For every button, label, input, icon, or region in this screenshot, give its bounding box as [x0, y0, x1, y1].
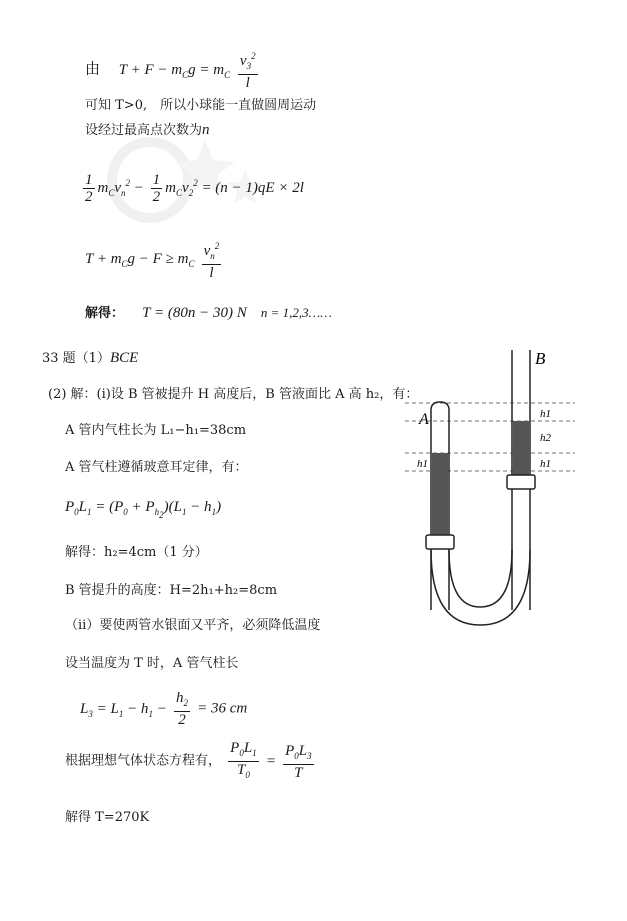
prefix-you: 由	[85, 59, 101, 78]
energy-equation: $\frac{1}{2}$ $m_Cv_n^2$ − $\frac{1}{2}$ $m_Cv_2^2 = (n - 1)qE \times 2l$	[85, 172, 304, 205]
solution-h2: 解得：h₂=4cm（1 分）	[65, 545, 208, 560]
b-raise-height: B 管提升的高度：H=2h₁+h₂=8cm	[65, 583, 278, 598]
clamp-b	[507, 475, 535, 489]
label-h1-bottom: h1	[540, 458, 551, 470]
u-tube-diagram	[395, 340, 595, 630]
boyle-law-text: A 管气柱遵循玻意耳定律，有：	[65, 460, 248, 475]
label-a: A	[419, 411, 429, 428]
line-pass-count: 设经过最高点次数为n	[85, 122, 210, 138]
temperature-intro: 设当温度为 T 时，A 管气柱长	[65, 656, 239, 671]
label-h1-left: h1	[417, 458, 428, 470]
label-h2: h2	[540, 432, 551, 444]
part-ii-intro: （ⅱ）要使两管水银面又平齐，必须降低温度	[65, 618, 321, 633]
line-tension-positive: 可知 T>0, 所以小球能一直做圆周运动	[85, 98, 317, 113]
mercury-b	[513, 421, 529, 475]
q33-heading: 33 题（1）BCE	[42, 350, 139, 366]
u-bend	[431, 550, 530, 625]
mercury-a	[432, 453, 448, 535]
label-h1-top: h1	[540, 408, 551, 420]
boyle-equation: $P_0L_1 = (P_0 + P_{h_2})(L_1 - h_1)$	[65, 499, 222, 520]
inequality-equation: $T + m_Cg - F \ge m_C$ $\frac{v_n^2}{l}$	[85, 238, 224, 281]
label-b: B	[535, 349, 546, 368]
gas-law-line: 根据理想气体状态方程有， $\frac{P_0L_1}{T_0}$ = $\frac{P_0L_3}{T}$	[65, 740, 312, 781]
final-answer: 解得 T=270K	[65, 810, 150, 825]
clamp-a	[426, 535, 454, 549]
solution-line: 解得： T = (80n − 30) N n = 1,2,3……	[85, 305, 332, 321]
part2-intro: (2) 解：(ⅰ)设 B 管被提升 H 高度后，B 管液面比 A 高 h₂，有：	[48, 387, 419, 402]
line-force-equation: 由 $T + F - m_Cg = m_C$ $\frac{v_3^2}{l}$	[85, 48, 261, 91]
l3-equation: $L_3 = L_1 - h_1$ − $\frac{h_2}{2}$ = 36 cm	[80, 690, 248, 728]
a-column-length: A 管内气柱长为 L₁−h₁=38cm	[65, 423, 247, 438]
